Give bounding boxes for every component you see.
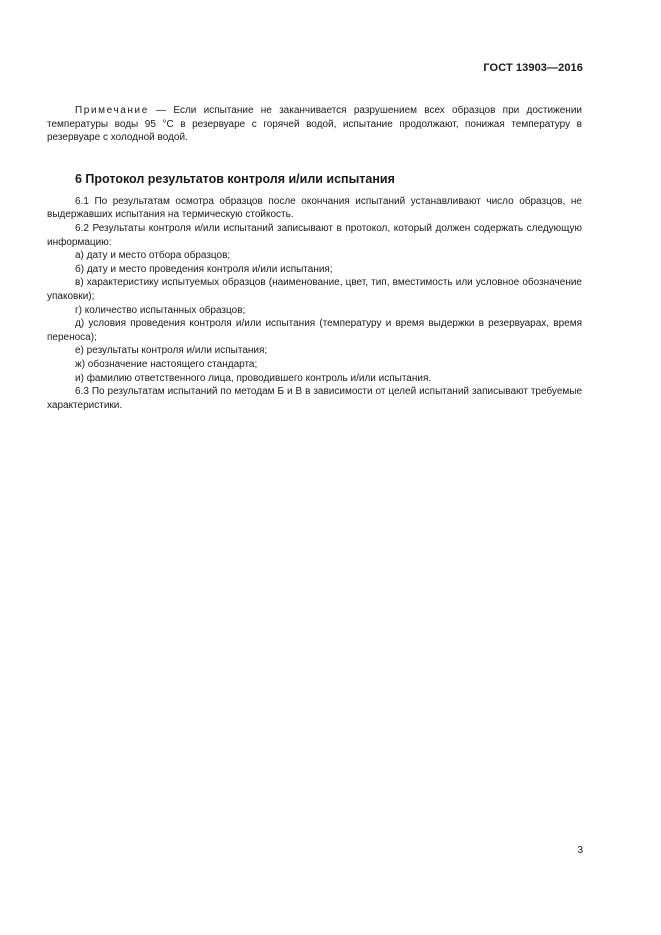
document-body	[47, 104, 582, 412]
list-item-e: е) результаты контроля и/или испытания;	[75, 345, 268, 357]
list-item-b: б) дату и место проведения контроля и/или испытания;	[75, 263, 333, 275]
paragraph-6-3: 6.3 По результатам испытаний по методам Б и В в зависимости от целей испытаний записывают требуемые характеристики.	[47, 386, 582, 411]
list-item-zh: ж) обозначение настоящего стандарта;	[75, 358, 258, 370]
page-number: 3	[577, 845, 583, 856]
note-text: — Если испытание не заканчивается разрушением всех образцов при достижении температуры воды 95 °С в резервуаре с горячей водой, испытание продолжают, понижая температуру в резервуаре с холодной водой.	[47, 105, 582, 144]
document-header: ГОСТ 13903—2016	[483, 62, 583, 74]
note-label: Примечание	[75, 105, 149, 116]
paragraph-6-2: 6.2 Результаты контроля и/или испытаний записывают в протокол, который должен содержать следующую информацию:	[47, 222, 582, 248]
list-item-a: а) дату и место отбора образцов;	[75, 250, 231, 262]
list-item-v: в) характеристику испытуемых образцов (наименование, цвет, тип, вместимость или условное обозначение упаковки);	[47, 277, 582, 302]
paragraph-6-1: 6.1 По результатам осмотра образцов после окончания испытаний устанавливают число образцов, не выдержавших испытания на термическую стойкость.	[47, 195, 582, 221]
list-item-i: и) фамилию ответственного лица, проводившего контроль и/или испытания.	[75, 372, 432, 384]
section-title: 6 Протокол результатов контроля и/или испытания	[75, 171, 395, 186]
list-item-g: г) количество испытанных образцов;	[75, 304, 246, 316]
list-item-d: д) условия проведения контроля и/или испытания (температуру и время выдержки в резервуарах, время переноса);	[47, 318, 582, 343]
note-paragraph	[47, 104, 582, 145]
